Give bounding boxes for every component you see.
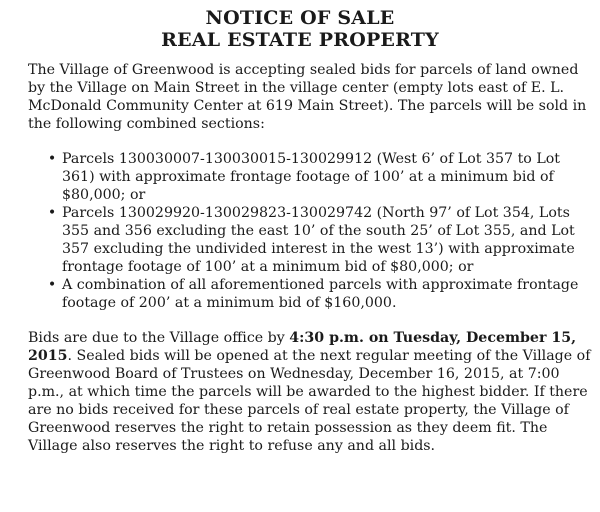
list-item [28,204,594,276]
intro-paragraph: The Village of Greenwood is accepting sealed bids for parcels of land owned by the Village on Main Street in the village center (empty lots east of E. L. McDonald Community Center at 619 Main Street). The parcels will be sold in the following combined sections: [28,62,587,132]
bullet-icon: • [47,277,57,293]
bid-deadline: 4:30 p.m. on Tuesday, December 15, 2015 [28,330,577,364]
bullet-icon: • [47,151,57,167]
parcel-list [28,150,594,312]
closing-paragraph [28,329,594,455]
list-item [28,150,594,204]
closing-text-start: Bids are due to the Village office by [28,330,290,346]
notice-title: NOTICE OF SALE [205,7,395,29]
closing-text-rest: . Sealed bids will be opened at the next regular meeting of the Village of Greenwood Board of Trustees on Wednesday, December 16, 2015, at 7:00 p.m., at which time the parcels will be awarded to the highest bidder. If there are no bids received for these parcels of real estate property, the Village of Greenwood reserves the right to retain possession as they deem fit. The Village also reserves the right to refuse any and all bids. [28,348,591,454]
parcel-item-text: Parcels 130029920-130029823-130029742 (North 97’ of Lot 354, Lots 355 and 356 excluding the east 10’ of the south 25’ of Lot 355, and Lot 357 excluding the undivided interest in the west 13’) with approximate frontage footage of 100’ at a minimum bid of $80,000; or [62,205,575,275]
list-item [28,276,594,312]
bullet-icon: • [47,205,57,221]
parcel-item-text: Parcels 130030007-130030015-130029912 (West 6’ of Lot 357 to Lot 361) with approximate frontage footage of 100’ at a minimum bid of $80,000; or [62,151,561,203]
notice-subtitle: REAL ESTATE PROPERTY [161,29,439,51]
parcel-item-text: A combination of all aforementioned parcels with approximate frontage footage of 200’ at a minimum bid of $160,000. [62,277,579,311]
